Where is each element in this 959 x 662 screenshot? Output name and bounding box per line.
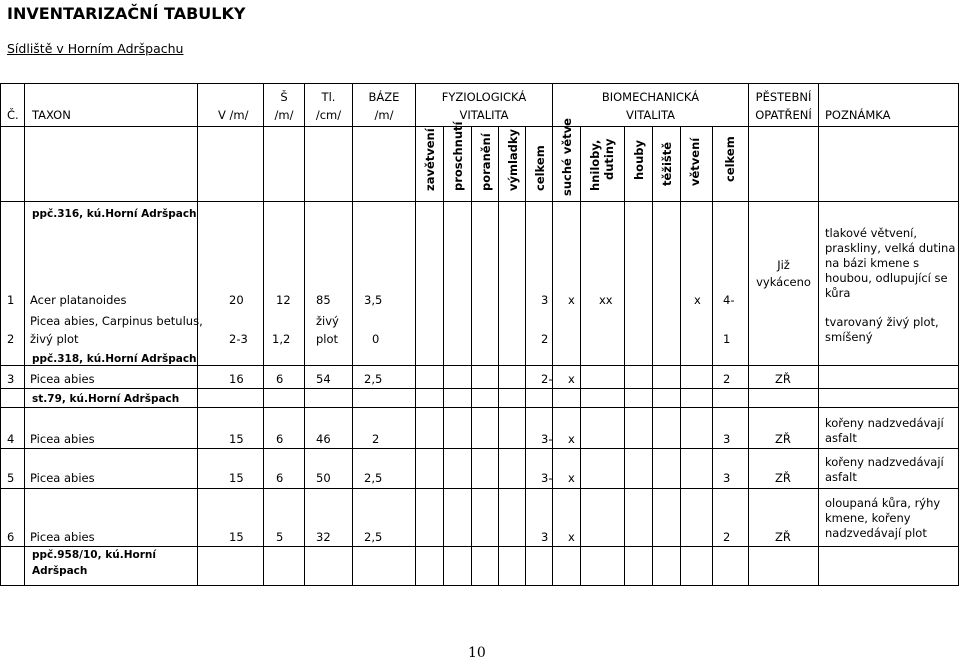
row-measure: ZŘ [775, 471, 791, 485]
subheader-vymladky: výmladky [506, 128, 520, 191]
row-taxon: Picea abies [30, 530, 95, 544]
row-taxon-line1: Picea abies, Carpinus betulus, [30, 314, 203, 328]
row-crown-width: 6 [276, 471, 284, 485]
subheader-zavetveni: zavětvení [423, 128, 437, 191]
subheader-poraneni: poranění [479, 133, 493, 191]
row-dry-branches: x [568, 432, 575, 446]
row-taxon: Picea abies [30, 372, 95, 386]
row-crown-width: 12 [276, 293, 291, 307]
subheader-fyz-celkem: celkem [533, 145, 547, 191]
row-number: 6 [7, 530, 15, 544]
row-bio-celkem: 2 [723, 372, 731, 386]
row-note: kořeny nadzvedávají asfalt [825, 416, 944, 445]
group-location-4: ppč.958/10, kú.Horní [32, 549, 156, 561]
row-dry-branches: x [568, 372, 575, 386]
row-measure: ZŘ [775, 372, 791, 386]
header-physiological-vitality: VITALITA [459, 108, 509, 122]
row-height: 16 [229, 372, 244, 386]
row-number: 4 [7, 432, 15, 446]
header-biomechanical-vitality: VITALITA [625, 108, 676, 122]
row-thickness: 46 [316, 432, 331, 446]
row-height: 15 [229, 471, 244, 485]
header-crown-width: Š [280, 90, 288, 104]
row-thickness: 32 [316, 530, 331, 544]
subheader-vetveni: větvení [688, 137, 702, 186]
subheader-suche-vetve: suché větve [560, 118, 574, 196]
row-bio-celkem: 3 [723, 432, 731, 446]
subheader-proschnuti: proschnutí [451, 121, 465, 191]
subheader-bio-celkem: celkem [723, 136, 737, 182]
row-fyz-celkem: 3- [541, 471, 553, 485]
row-thickness: 54 [316, 372, 331, 386]
row-base: 3,5 [364, 293, 383, 307]
header-crown-width-unit: /m/ [274, 108, 294, 122]
header-silvicultural-measure: OPATŘENÍ [755, 108, 812, 122]
document-subtitle: Sídliště v Horním Adršpachu [7, 41, 184, 56]
page-number: 10 [468, 645, 486, 661]
row-taxon: Picea abies [30, 471, 95, 485]
row-fyz-celkem: 3- [541, 432, 553, 446]
row-taxon: Picea abies [30, 432, 95, 446]
row-base: 2,5 [364, 530, 383, 544]
row-dry-branches: x [568, 293, 575, 307]
row-dry-branches: x [568, 471, 575, 485]
row-number: 3 [7, 372, 15, 386]
row-height: 2-3 [229, 332, 248, 346]
row-base: 0 [372, 332, 380, 346]
row-crown-width: 6 [276, 372, 284, 386]
row-height: 15 [229, 530, 244, 544]
row-thickness-line2: plot [316, 332, 339, 346]
row-bio-celkem: 2 [723, 530, 731, 544]
header-note: POZNÁMKA [825, 108, 891, 122]
document-title: INVENTARIZAČNÍ TABULKY [7, 4, 246, 23]
row-taxon: Acer platanoides [30, 293, 127, 307]
row-number: 5 [7, 471, 15, 485]
row-number: 2 [7, 332, 15, 346]
row-crown-width: 6 [276, 432, 284, 446]
row-fyz-celkem: 3 [541, 530, 549, 544]
row-note: tlakové větvení, praskliny, velká dutina na bázi kmene s houbou, odlupující se kůra [825, 226, 956, 300]
header-height: V /m/ [218, 108, 249, 122]
row-measure-line1: Již [777, 258, 790, 272]
row-fyz-celkem: 3 [541, 293, 549, 307]
row-branching: x [694, 293, 701, 307]
row-note: oloupaná kůra, rýhy kmene, kořeny nadzvedávají plot [825, 496, 941, 540]
row-measure-line2: vykáceno [756, 275, 811, 289]
header-silvicultural: PĚSTEBNÍ [755, 90, 812, 104]
row-note: tvarovaný živý plot, smíšený [825, 315, 939, 344]
group-location-1: ppč.316, kú.Horní Adršpach [32, 208, 197, 220]
subheader-houby: houby [632, 139, 646, 180]
row-crown-width: 1,2 [272, 332, 291, 346]
header-number: Č. [7, 108, 19, 122]
group-location-4-line2: Adršpach [32, 565, 88, 577]
row-base: 2,5 [364, 372, 383, 386]
row-bio-celkem: 4- [723, 293, 735, 307]
row-base: 2 [372, 432, 380, 446]
row-number: 1 [7, 293, 15, 307]
row-bio-celkem: 1 [723, 332, 731, 346]
header-thickness: Tl. [321, 90, 336, 104]
header-thickness-unit: /cm/ [315, 108, 342, 122]
header-base-unit: /m/ [374, 108, 394, 122]
row-measure: ZŘ [775, 432, 791, 446]
header-taxon: TAXON [32, 108, 71, 122]
row-taxon-line2: živý plot [30, 332, 79, 346]
row-note: kořeny nadzvedávají asfalt [825, 455, 944, 484]
row-thickness: 50 [316, 471, 331, 485]
row-thickness-line1: živý [316, 314, 339, 328]
row-base: 2,5 [364, 471, 383, 485]
header-physiological: FYZIOLOGICKÁ [441, 90, 527, 104]
subheader-hniloby: hniloby, [588, 139, 602, 191]
row-measure: ZŘ [775, 530, 791, 544]
header-biomechanical: BIOMECHANICKÁ [601, 90, 700, 104]
row-rot: xx [599, 293, 613, 307]
subheader-teziste: těžiště [660, 141, 674, 186]
row-thickness: 85 [316, 293, 331, 307]
group-location-3: st.79, kú.Horní Adršpach [32, 393, 180, 405]
row-crown-width: 5 [276, 530, 284, 544]
group-location-2: ppč.318, kú.Horní Adršpach [32, 353, 197, 365]
row-dry-branches: x [568, 530, 575, 544]
row-fyz-celkem: 2 [541, 332, 549, 346]
row-height: 20 [229, 293, 244, 307]
header-base: BÁZE [368, 90, 400, 104]
row-bio-celkem: 3 [723, 471, 731, 485]
row-fyz-celkem: 2- [541, 372, 553, 386]
subheader-dutiny: dutiny [602, 138, 616, 180]
row-height: 15 [229, 432, 244, 446]
